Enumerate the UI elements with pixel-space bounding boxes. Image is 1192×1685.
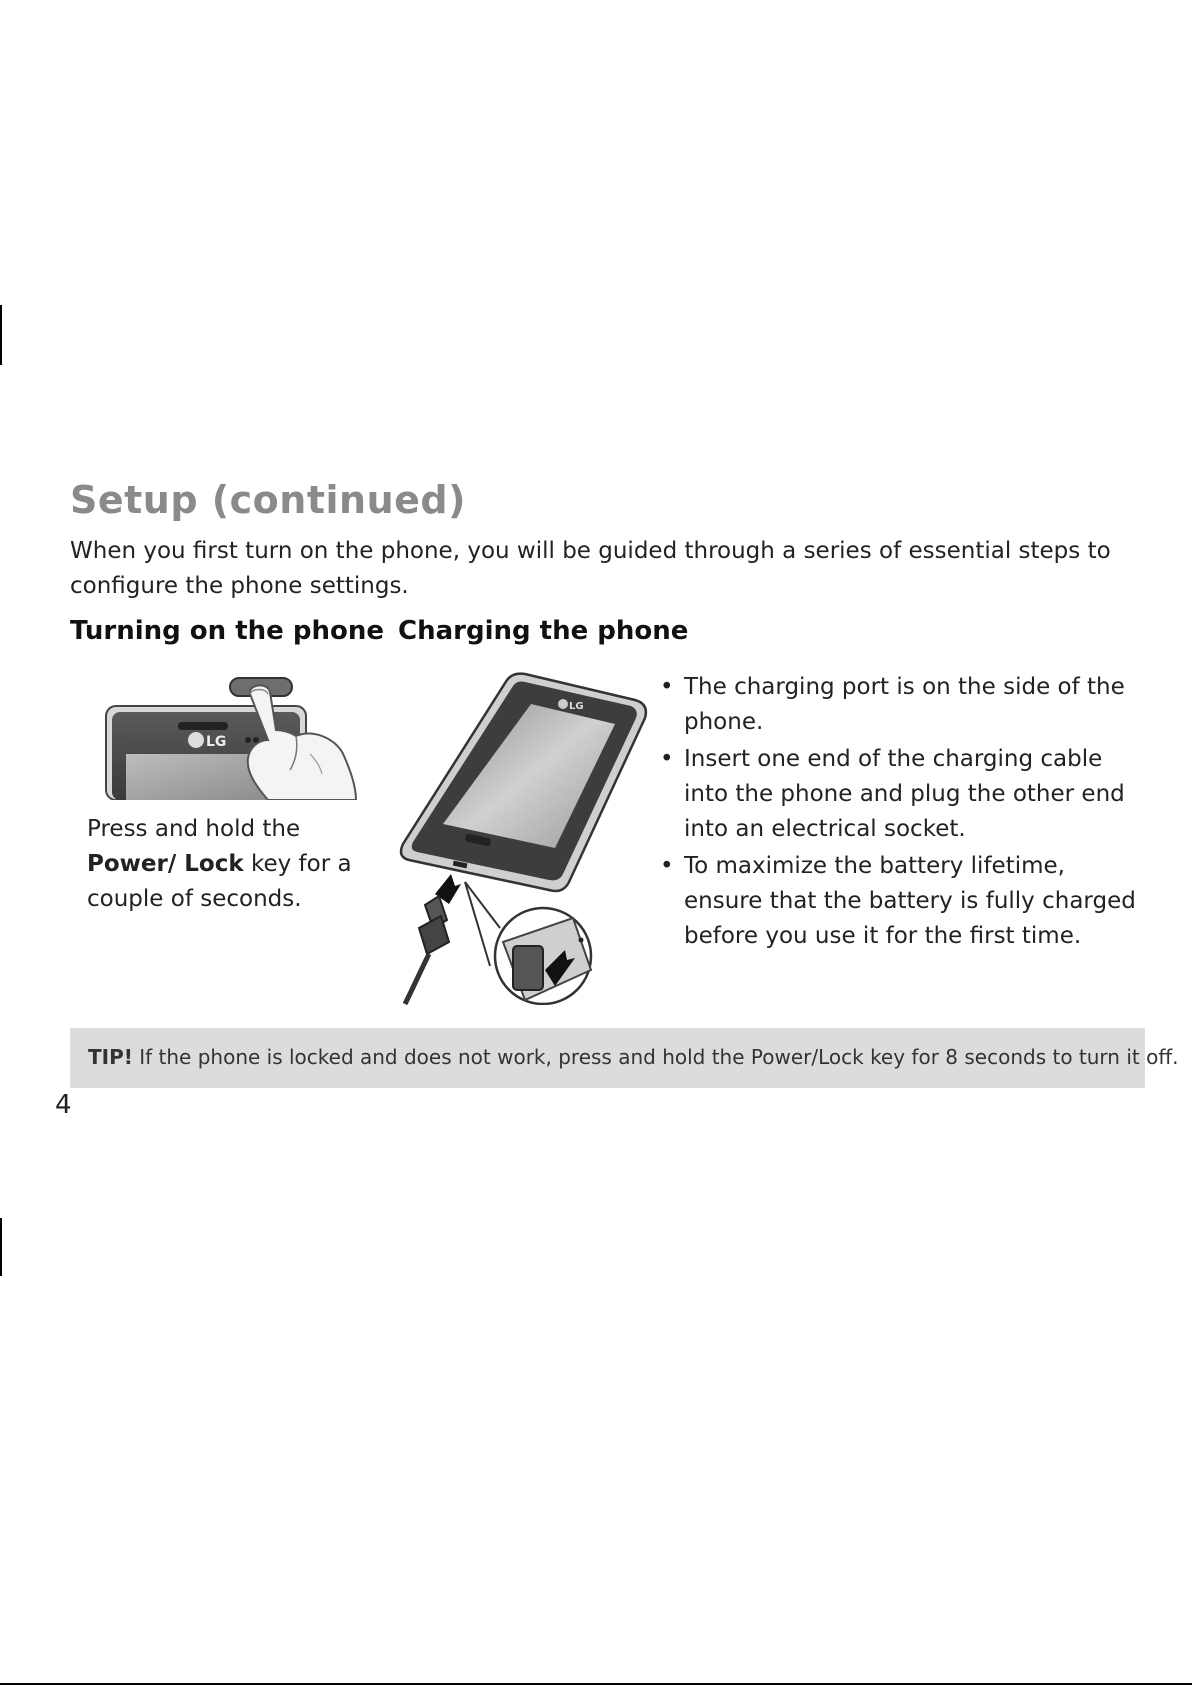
crop-mark-left-bottom <box>0 1218 2 1276</box>
caption-post: key for a couple of seconds. <box>87 851 352 912</box>
crop-mark-left-top <box>0 305 2 365</box>
page-number: 4 <box>55 1090 72 1120</box>
turning-on-caption <box>87 812 387 917</box>
charging-illustration <box>395 670 655 1005</box>
bullet-item: • To maximize the battery lifetime, ensure that the battery is fully charged before you use it for the first time. <box>660 849 1150 954</box>
turning-on-heading: Turning on the phone <box>70 616 384 646</box>
tip-box <box>70 1028 1179 1088</box>
charging-heading: Charging the phone <box>398 616 689 646</box>
caption-key: Power/ Lock <box>87 851 244 877</box>
page-title: Setup (continued) <box>70 478 466 522</box>
power-key-illustration <box>100 670 370 800</box>
lg-logo-icon <box>188 732 226 750</box>
tip-body: If the phone is locked and does not work, press and hold the Power/Lock key for 8 seconds to turn it off. <box>132 1045 1179 1069</box>
tip-label: TIP! <box>88 1045 133 1069</box>
bullet-item: • The charging port is on the side of the phone. <box>660 670 1150 740</box>
intro-paragraph: When you first turn on the phone, you will be guided through a series of essential steps to configure the phone settings. <box>70 538 1111 599</box>
caption-pre: Press and hold the <box>87 816 301 842</box>
lg-logo-text: LG <box>206 734 227 750</box>
bullet-item: • Insert one end of the charging cable into the phone and plug the other end into an electrical socket. <box>660 742 1150 847</box>
charging-bullets <box>660 670 1150 956</box>
tip-text <box>88 1045 1178 1069</box>
charging-lg-logo-text: LG <box>569 701 584 712</box>
